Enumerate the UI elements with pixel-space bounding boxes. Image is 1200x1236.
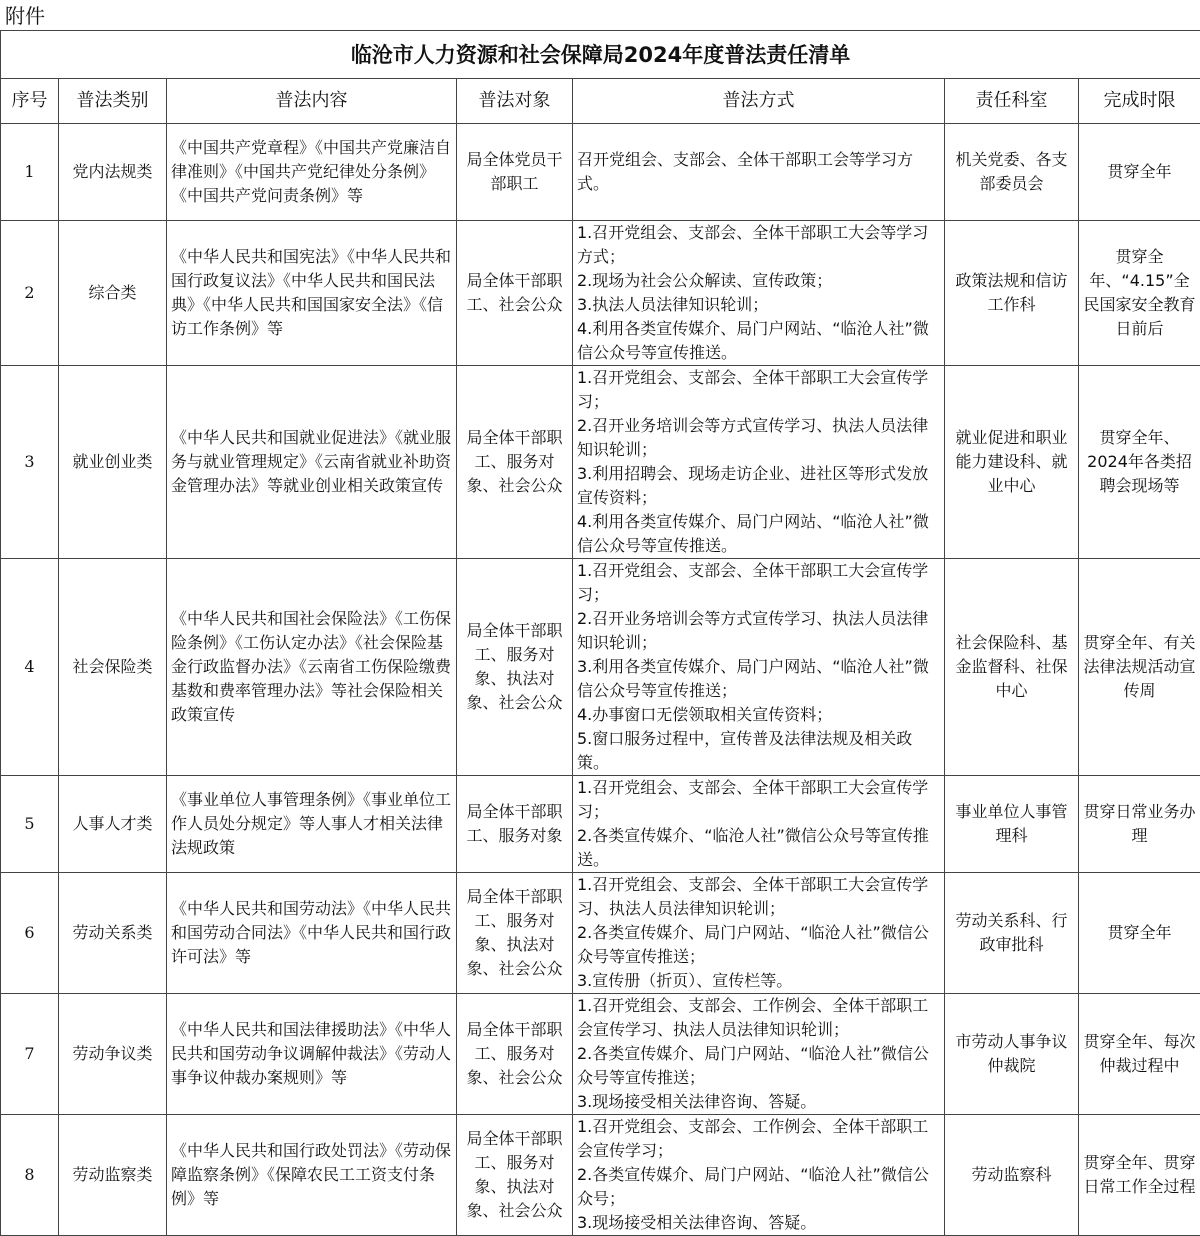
row-category: 党内法规类 <box>59 124 167 221</box>
method-item: 5.窗口服务过程中，宣传普及法律法规及相关政策。 <box>577 727 940 775</box>
row-deadline: 贯穿全年、有关法律法规活动宣传周 <box>1079 559 1200 776</box>
header-category: 普法类别 <box>59 79 167 124</box>
row-number: 8 <box>1 1115 59 1236</box>
row-content: 《中华人民共和国劳动法》《中华人民共和国劳动合同法》《中华人民共和国行政许可法》等 <box>167 873 457 994</box>
row-target: 局全体干部职工、服务对象、社会公众 <box>457 994 573 1115</box>
method-item: 2.召开业务培训会等方式宣传学习、执法人员法律知识轮训； <box>577 607 940 655</box>
method-item: 1.召开党组会、支部会、全体干部职工大会宣传学习； <box>577 559 940 607</box>
row-number: 4 <box>1 559 59 776</box>
row-content: 《中华人民共和国行政处罚法》《劳动保障监察条例》《保障农民工工资支付条例》等 <box>167 1115 457 1236</box>
row-deadline: 贯穿全年、“4.15”全民国家安全教育日前后 <box>1079 221 1200 366</box>
row-methods <box>573 124 945 221</box>
method-item: 1.召开党组会、支部会、全体干部职工大会宣传学习、执法人员法律知识轮训； <box>577 873 940 921</box>
row-target: 局全体干部职工、服务对象 <box>457 776 573 873</box>
table-row <box>1 776 1200 873</box>
method-item: 4.办事窗口无偿领取相关宣传资料； <box>577 703 940 727</box>
row-methods <box>573 994 945 1115</box>
table-row <box>1 873 1200 994</box>
method-item: 2.各类宣传媒介、“临沧人社”微信公众号等宣传推送。 <box>577 824 940 872</box>
row-category: 人事人才类 <box>59 776 167 873</box>
row-deadline: 贯穿全年 <box>1079 873 1200 994</box>
table-title: 临沧市人力资源和社会保障局2024年度普法责任清单 <box>1 31 1200 79</box>
header-no: 序号 <box>1 79 59 124</box>
row-content: 《中华人民共和国宪法》《中华人民共和国行政复议法》《中华人民共和国民法典》《中华人民共和国国家安全法》《信访工作条例》等 <box>167 221 457 366</box>
row-category: 社会保险类 <box>59 559 167 776</box>
method-item: 3.利用各类宣传媒介、局门户网站、“临沧人社”微信公众号等宣传推送； <box>577 655 940 703</box>
method-item: 2.各类宣传媒介、局门户网站、“临沧人社”微信公众号等宣传推送； <box>577 921 940 969</box>
row-number: 6 <box>1 873 59 994</box>
method-item: 2.召开业务培训会等方式宣传学习、执法人员法律知识轮训； <box>577 414 940 462</box>
row-methods <box>573 559 945 776</box>
row-deadline: 贯穿全年 <box>1079 124 1200 221</box>
method-item: 3.利用招聘会、现场走访企业、进社区等形式发放宣传资料； <box>577 462 940 510</box>
method-item: 1.召开党组会、支部会、全体干部职工大会等学习方式； <box>577 221 940 269</box>
table-row <box>1 994 1200 1115</box>
row-category: 劳动监察类 <box>59 1115 167 1236</box>
method-item: 4.利用各类宣传媒介、局门户网站、“临沧人社”微信公众号等宣传推送。 <box>577 510 940 558</box>
header-row <box>1 79 1200 124</box>
row-number: 3 <box>1 366 59 559</box>
row-department: 劳动监察科 <box>945 1115 1079 1236</box>
row-target: 局全体干部职工、服务对象、执法对象、社会公众 <box>457 873 573 994</box>
header-target: 普法对象 <box>457 79 573 124</box>
table-row <box>1 1115 1200 1236</box>
table-row <box>1 221 1200 366</box>
method-item: 4.利用各类宣传媒介、局门户网站、“临沧人社”微信公众号等宣传推送。 <box>577 317 940 365</box>
row-department: 机关党委、各支部委员会 <box>945 124 1079 221</box>
row-department: 就业促进和职业能力建设科、就业中心 <box>945 366 1079 559</box>
method-item: 召开党组会、支部会、全体干部职工会等学习方式。 <box>577 148 940 196</box>
row-content: 《中华人民共和国法律援助法》《中华人民共和国劳动争议调解仲裁法》《劳动人事争议仲裁办案规则》等 <box>167 994 457 1115</box>
method-item: 1.召开党组会、支部会、工作例会、全体干部职工会宣传学习； <box>577 1115 940 1163</box>
row-target: 局全体干部职工、社会公众 <box>457 221 573 366</box>
method-item: 3.宣传册（折页）、宣传栏等。 <box>577 969 940 993</box>
row-methods <box>573 776 945 873</box>
row-department: 政策法规和信访工作科 <box>945 221 1079 366</box>
method-item: 2.现场为社会公众解读、宣传政策； <box>577 269 940 293</box>
row-target: 局全体干部职工、服务对象、执法对象、社会公众 <box>457 559 573 776</box>
row-content: 《事业单位人事管理条例》《事业单位工作人员处分规定》等人事人才相关法律法规政策 <box>167 776 457 873</box>
attachment-label: 附件 <box>5 3 45 29</box>
row-deadline: 贯穿日常业务办理 <box>1079 776 1200 873</box>
row-content: 《中国共产党章程》《中国共产党廉洁自律准则》《中国共产党纪律处分条例》《中国共产党问责条例》等 <box>167 124 457 221</box>
row-department: 劳动关系科、行政审批科 <box>945 873 1079 994</box>
row-methods <box>573 1115 945 1236</box>
table-row <box>1 366 1200 559</box>
responsibility-table <box>0 30 1200 1236</box>
header-method: 普法方式 <box>573 79 945 124</box>
row-category: 综合类 <box>59 221 167 366</box>
header-content: 普法内容 <box>167 79 457 124</box>
header-department: 责任科室 <box>945 79 1079 124</box>
row-number: 5 <box>1 776 59 873</box>
row-target: 局全体干部职工、服务对象、执法对象、社会公众 <box>457 1115 573 1236</box>
method-item: 1.召开党组会、支部会、全体干部职工大会宣传学习； <box>577 366 940 414</box>
row-methods <box>573 366 945 559</box>
row-target: 局全体干部职工、服务对象、社会公众 <box>457 366 573 559</box>
row-methods <box>573 221 945 366</box>
method-item: 3.执法人员法律知识轮训； <box>577 293 940 317</box>
row-deadline: 贯穿全年、每次仲裁过程中 <box>1079 994 1200 1115</box>
method-item: 2.各类宣传媒介、局门户网站、“临沧人社”微信公众号； <box>577 1163 940 1211</box>
row-department: 社会保险科、基金监督科、社保中心 <box>945 559 1079 776</box>
method-item: 3.现场接受相关法律咨询、答疑。 <box>577 1090 940 1114</box>
method-item: 1.召开党组会、支部会、工作例会、全体干部职工会宣传学习、执法人员法律知识轮训； <box>577 994 940 1042</box>
row-content: 《中华人民共和国就业促进法》《就业服务与就业管理规定》《云南省就业补助资金管理办法》等就业创业相关政策宣传 <box>167 366 457 559</box>
row-department: 市劳动人事争议仲裁院 <box>945 994 1079 1115</box>
row-content: 《中华人民共和国社会保险法》《工伤保险条例》《工伤认定办法》《社会保险基金行政监督办法》《云南省工伤保险缴费基数和费率管理办法》等社会保险相关政策宣传 <box>167 559 457 776</box>
row-methods <box>573 873 945 994</box>
row-number: 7 <box>1 994 59 1115</box>
table-row <box>1 124 1200 221</box>
row-category: 劳动争议类 <box>59 994 167 1115</box>
row-category: 就业创业类 <box>59 366 167 559</box>
row-deadline: 贯穿全年、贯穿日常工作全过程 <box>1079 1115 1200 1236</box>
row-number: 2 <box>1 221 59 366</box>
row-number: 1 <box>1 124 59 221</box>
row-target: 局全体党员干部职工 <box>457 124 573 221</box>
row-department: 事业单位人事管理科 <box>945 776 1079 873</box>
row-deadline: 贯穿全年、2024年各类招聘会现场等 <box>1079 366 1200 559</box>
method-item: 3.现场接受相关法律咨询、答疑。 <box>577 1211 940 1235</box>
header-deadline: 完成时限 <box>1079 79 1200 124</box>
method-item: 1.召开党组会、支部会、全体干部职工大会宣传学习； <box>577 776 940 824</box>
row-category: 劳动关系类 <box>59 873 167 994</box>
method-item: 2.各类宣传媒介、局门户网站、“临沧人社”微信公众号等宣传推送； <box>577 1042 940 1090</box>
table-row <box>1 559 1200 776</box>
